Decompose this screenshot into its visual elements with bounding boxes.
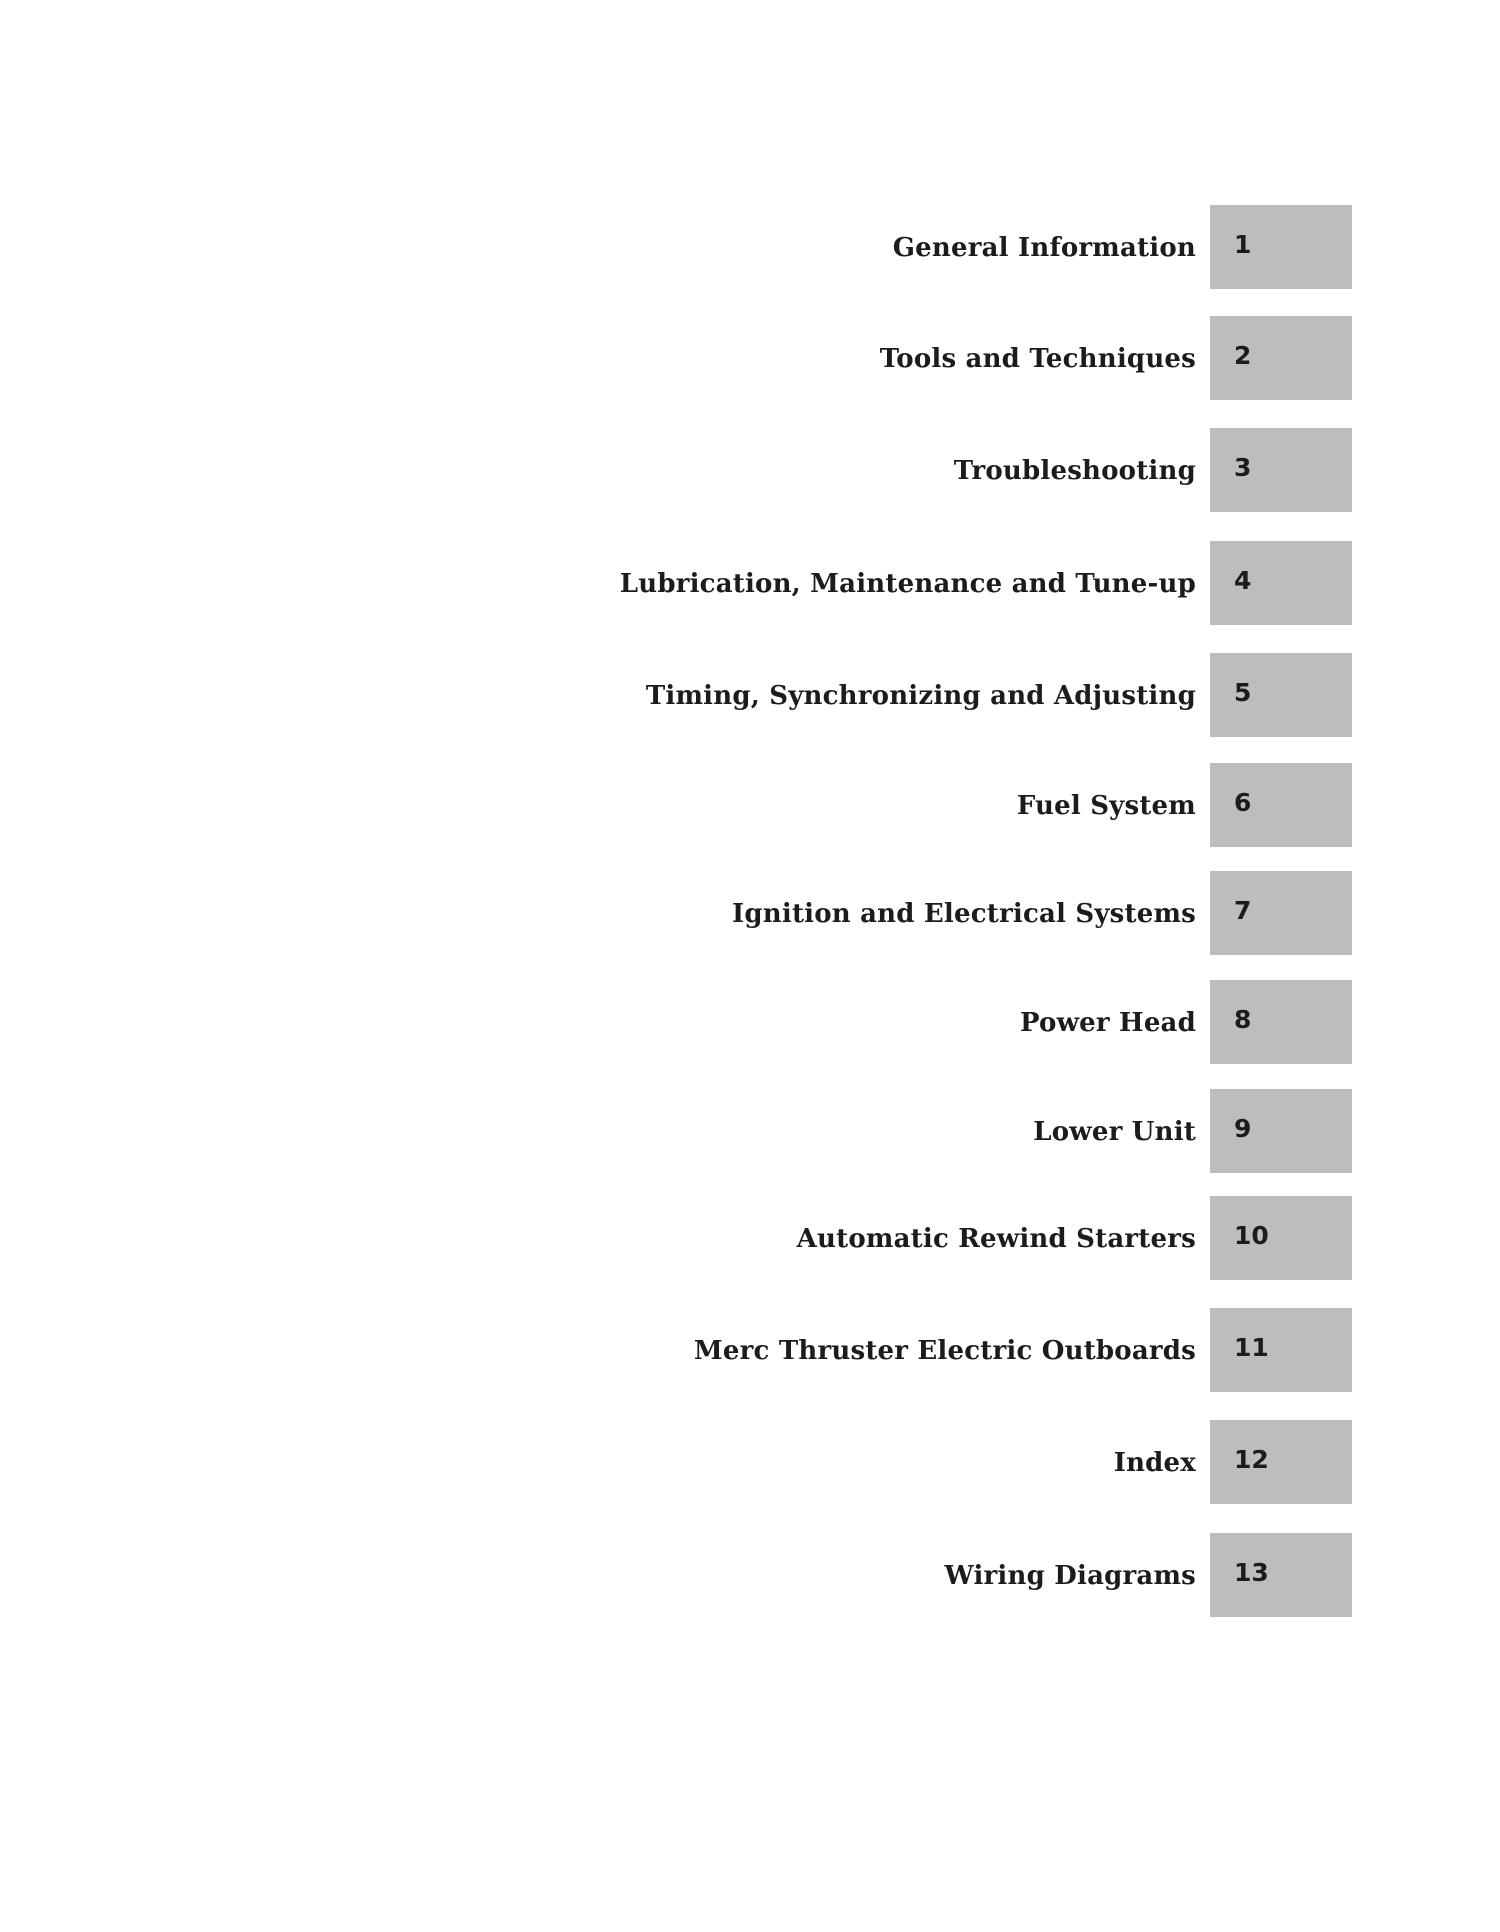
chapter-row-13[interactable] xyxy=(600,1533,1352,1617)
chapter-tab[interactable] xyxy=(1210,1533,1352,1617)
chapter-number: 13 xyxy=(1234,1558,1269,1587)
chapter-row-10[interactable] xyxy=(600,1196,1352,1280)
chapter-title: Tools and Techniques xyxy=(879,344,1196,374)
chapter-number: 10 xyxy=(1234,1221,1269,1250)
chapter-tab[interactable] xyxy=(1210,653,1352,737)
chapter-row-8[interactable] xyxy=(600,980,1352,1064)
chapter-row-5[interactable] xyxy=(600,653,1352,737)
chapter-title: Fuel System xyxy=(1016,791,1196,821)
chapter-title: Timing, Synchronizing and Adjusting xyxy=(645,681,1196,711)
chapter-number: 12 xyxy=(1234,1445,1269,1474)
chapter-row-6[interactable] xyxy=(600,763,1352,847)
chapter-tab[interactable] xyxy=(1210,316,1352,400)
chapter-row-3[interactable] xyxy=(600,428,1352,512)
chapter-tab[interactable] xyxy=(1210,871,1352,955)
chapter-row-12[interactable] xyxy=(600,1420,1352,1504)
chapter-number: 2 xyxy=(1234,341,1252,370)
chapter-row-9[interactable] xyxy=(600,1089,1352,1173)
chapter-tab[interactable] xyxy=(1210,980,1352,1064)
chapter-number: 11 xyxy=(1234,1333,1269,1362)
chapter-title: Wiring Diagrams xyxy=(944,1561,1196,1591)
chapter-number: 5 xyxy=(1234,678,1252,707)
chapter-row-4[interactable] xyxy=(600,541,1352,625)
chapter-title: Merc Thruster Electric Outboards xyxy=(693,1336,1196,1366)
chapter-title: Automatic Rewind Starters xyxy=(796,1224,1196,1254)
chapter-tab[interactable] xyxy=(1210,1089,1352,1173)
chapter-tab[interactable] xyxy=(1210,1196,1352,1280)
chapter-tab[interactable] xyxy=(1210,428,1352,512)
chapter-number: 1 xyxy=(1234,230,1252,259)
chapter-title: Index xyxy=(1113,1448,1196,1478)
chapter-row-2[interactable] xyxy=(600,316,1352,400)
chapter-title: Power Head xyxy=(1019,1008,1196,1038)
chapter-tab[interactable] xyxy=(1210,1308,1352,1392)
chapter-number: 8 xyxy=(1234,1005,1252,1034)
chapter-tab[interactable] xyxy=(1210,541,1352,625)
chapter-row-11[interactable] xyxy=(600,1308,1352,1392)
chapter-row-7[interactable] xyxy=(600,871,1352,955)
chapter-title: General Information xyxy=(892,233,1196,263)
chapter-number: 7 xyxy=(1234,896,1252,925)
chapter-row-1[interactable] xyxy=(600,205,1352,289)
chapter-number: 4 xyxy=(1234,566,1252,595)
chapter-number: 6 xyxy=(1234,788,1252,817)
chapter-title: Ignition and Electrical Systems xyxy=(732,899,1196,929)
chapter-title: Lubrication, Maintenance and Tune-up xyxy=(619,569,1196,599)
chapter-title: Lower Unit xyxy=(1033,1117,1196,1147)
chapter-number: 9 xyxy=(1234,1114,1252,1143)
chapter-tab[interactable] xyxy=(1210,763,1352,847)
chapter-tab[interactable] xyxy=(1210,1420,1352,1504)
chapter-number: 3 xyxy=(1234,453,1252,482)
chapter-tab[interactable] xyxy=(1210,205,1352,289)
chapter-title: Troubleshooting xyxy=(953,456,1196,486)
